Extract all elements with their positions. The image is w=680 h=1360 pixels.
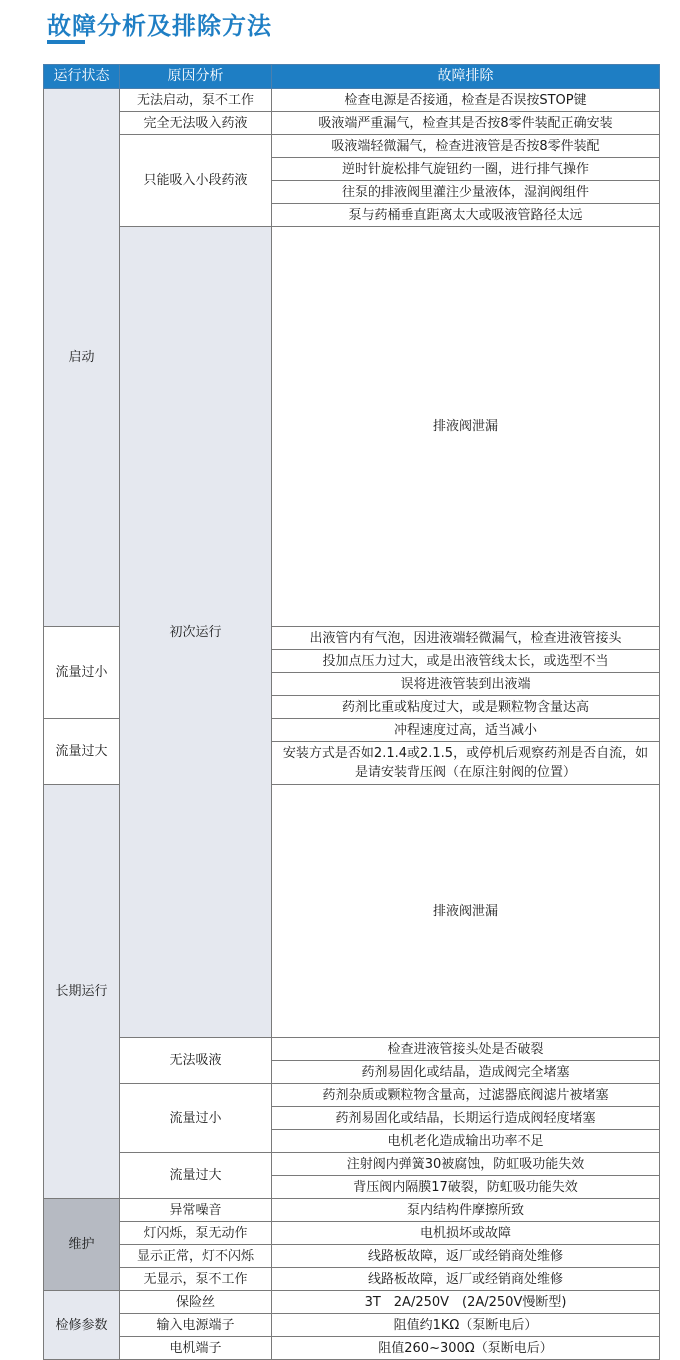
fix-cell: 背压阀内隔膜17破裂，防虹吸功能失效 [272, 1176, 660, 1199]
fix-cell: 注射阀内弹簧30被腐蚀，防虹吸功能失效 [272, 1153, 660, 1176]
cause-cell: 无法吸液 [120, 1038, 272, 1084]
fix-cell: 电机老化造成输出功率不足 [272, 1130, 660, 1153]
fix-cell: 冲程速度过高，适当减小 [272, 719, 660, 742]
table-row [44, 1268, 660, 1291]
fix-cell: 逆时针旋松排气旋钮约一圈，进行排气操作 [272, 158, 660, 181]
fix-cell: 泵内结构件摩擦所致 [272, 1199, 660, 1222]
fix-cell: 检查电源是否接通，检查是否误按STOP键 [272, 89, 660, 112]
fix-cell: 出液管内有气泡，因进液端轻微漏气，检查进液管接头 [272, 627, 660, 650]
cause-cell: 流量过小 [120, 1084, 272, 1153]
table-row [44, 1084, 660, 1107]
fix-cell: 阻值约1KΩ（泵断电后） [272, 1314, 660, 1337]
table-row [44, 1245, 660, 1268]
state-cell: 维护 [44, 1199, 120, 1291]
table-row [44, 1291, 660, 1314]
cause-cell: 排液阀泄漏 [272, 227, 660, 627]
fix-cell: 投加点压力过大，或是出液管线太长，或选型不当 [272, 650, 660, 673]
fix-cell: 药剂易固化或结晶，长期运行造成阀轻度堵塞 [272, 1107, 660, 1130]
cause-cell: 流量过大 [44, 719, 120, 785]
table-row [44, 135, 660, 158]
cause-cell: 只能吸入小段药液 [120, 135, 272, 227]
cause-cell: 显示正常，灯不闪烁 [120, 1245, 272, 1268]
fix-cell: 3T 2A/250V (2A/250V慢断型) [272, 1291, 660, 1314]
cause-cell: 电机端子 [120, 1337, 272, 1360]
table-row [44, 1337, 660, 1360]
fix-cell: 吸液端轻微漏气，检查进液管是否按8零件装配 [272, 135, 660, 158]
fix-cell: 线路板故障，返厂或经销商处维修 [272, 1245, 660, 1268]
fix-cell: 电机损坏或故障 [272, 1222, 660, 1245]
cause-cell: 流量过小 [44, 627, 120, 719]
fix-cell: 吸液端严重漏气，检查其是否按8零件装配正确安装 [272, 112, 660, 135]
cause-cell: 异常噪音 [120, 1199, 272, 1222]
fix-cell: 安装方式是否如2.1.4或2.1.5，或停机后观察药剂是否自流，如是请安装背压阀（在原注射阀的位置） [272, 742, 660, 785]
troubleshooting-table [43, 64, 660, 1360]
fix-cell: 检查进液管接头处是否破裂 [272, 1038, 660, 1061]
title-underline [47, 40, 85, 44]
state-cell: 长期运行 [44, 785, 120, 1199]
cause-cell: 无显示，泵不工作 [120, 1268, 272, 1291]
table-row [44, 112, 660, 135]
cause-cell: 流量过大 [120, 1153, 272, 1199]
state-cell: 启动 [44, 89, 120, 627]
fix-cell: 往泵的排液阀里灌注少量液体，湿润阀组件 [272, 181, 660, 204]
page-title: 故障分析及排除方法 [47, 12, 272, 40]
table-row [44, 1038, 660, 1061]
fix-cell: 药剂易固化或结晶，造成阀完全堵塞 [272, 1061, 660, 1084]
cause-cell: 完全无法吸入药液 [120, 112, 272, 135]
table-row [44, 1153, 660, 1176]
cause-cell: 保险丝 [120, 1291, 272, 1314]
cause-cell: 输入电源端子 [120, 1314, 272, 1337]
table-body [44, 89, 660, 1360]
header-fix: 故障排除 [272, 65, 660, 89]
state-cell: 初次运行 [120, 227, 272, 1038]
cause-cell: 灯闪烁，泵无动作 [120, 1222, 272, 1245]
fix-cell: 阻值260~300Ω（泵断电后） [272, 1337, 660, 1360]
state-cell: 检修参数 [44, 1291, 120, 1360]
table-row [44, 1199, 660, 1222]
table-row [44, 227, 660, 627]
fix-cell: 误将进液管装到出液端 [272, 673, 660, 696]
cause-cell: 排液阀泄漏 [272, 785, 660, 1038]
header-cause: 原因分析 [120, 65, 272, 89]
table-header-row [44, 65, 660, 89]
fix-cell: 泵与药桶垂直距离太大或吸液管路径太远 [272, 204, 660, 227]
fix-cell: 线路板故障，返厂或经销商处维修 [272, 1268, 660, 1291]
table-row [44, 1222, 660, 1245]
table-row [44, 1314, 660, 1337]
cause-cell: 无法启动，泵不工作 [120, 89, 272, 112]
table-row [44, 89, 660, 112]
header-state: 运行状态 [44, 65, 120, 89]
fix-cell: 药剂比重或粘度过大，或是颗粒物含量达高 [272, 696, 660, 719]
fix-cell: 药剂杂质或颗粒物含量高，过滤器底阀滤片被堵塞 [272, 1084, 660, 1107]
